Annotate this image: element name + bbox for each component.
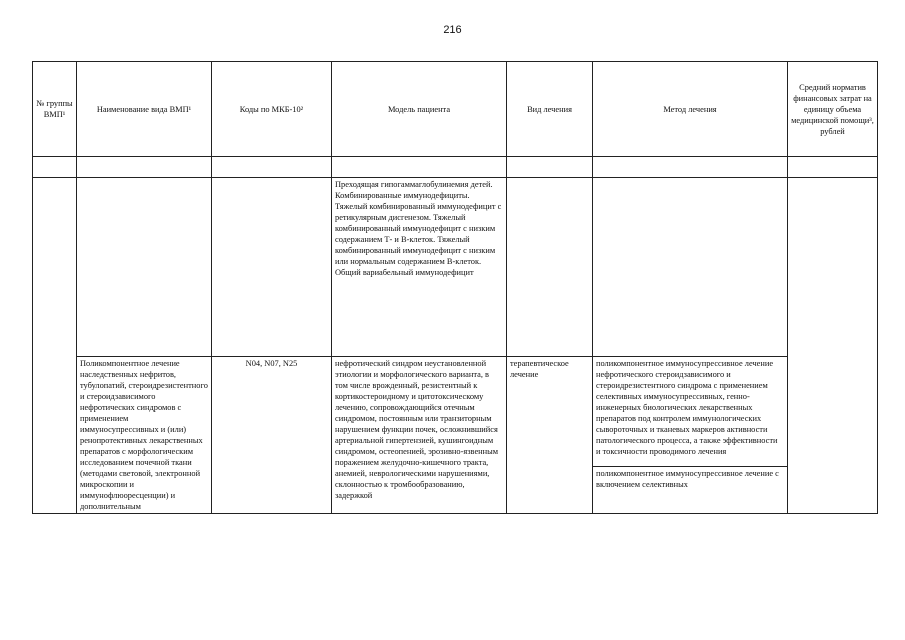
spacer-cell — [212, 157, 332, 178]
header-treatment-type: Вид лечения — [507, 62, 593, 157]
patient-model-cell: Преходящая гипогаммаглобулинемия детей. Комбинированные иммунодефициты. Тяжелый комбинированный иммунодефицит с ретикулярным дисгенезом. Тяжелый комбинированный иммунодефицит с низким содержанием Т- и В-клеток. Тяжелый комбинированный иммунодефицит с низким или нормальным содержанием В-клеток. Общий вариабельный иммунодефицит — [332, 178, 507, 357]
table-header-row — [33, 62, 878, 157]
spacer-cell — [788, 157, 878, 178]
header-vmp-name: Наименование вида ВМП¹ — [77, 62, 212, 157]
spacer-cell — [77, 157, 212, 178]
table-row — [33, 178, 878, 357]
method-cell: поликомпонентное иммуносупрессивное лечение нефротического стероидзависимого и стероидрезистентного синдрома с применением селективных иммуносупрессивных, генно-инженерных биологических лекарственных препаратов под контролем иммунологических сывороточных и тканевых маркеров активности патологического процесса, а также эффективности и токсичности проводимого лечения — [593, 357, 788, 467]
vmp-name-cell — [77, 178, 212, 357]
header-average-cost: Средний норматив финансовых затрат на единицу объема медицинской помощи³, рублей — [788, 62, 878, 157]
vmp-name-cell: Поликомпонентное лечение наследственных нефритов, тубулопатий, стероидрезистентного и стероидзависимого нефротических синдромов с применением иммуносупрессивных и (или) ренопротективных лекарственных препаратов с морфологическим исследованием почечной ткани (методами световой, электронной микроскопии и иммунофлюоресценции) и дополнительным — [77, 357, 212, 514]
spacer-cell — [507, 157, 593, 178]
header-treatment-method: Метод лечения — [593, 62, 788, 157]
spacer-row — [33, 157, 878, 178]
header-patient-model: Модель пациента — [332, 62, 507, 157]
spacer-cell — [593, 157, 788, 178]
cost-cell — [788, 178, 878, 514]
group-number-cell — [33, 178, 77, 514]
codes-cell: N04, N07, N25 — [212, 357, 332, 514]
vmp-table — [32, 61, 878, 514]
spacer-cell — [332, 157, 507, 178]
header-group-number: № группы ВМП¹ — [33, 62, 77, 157]
treatment-type-cell — [507, 178, 593, 357]
header-icd-codes: Коды по МКБ-10² — [212, 62, 332, 157]
page-number: 216 — [443, 24, 462, 36]
method-cell: поликомпонентное иммуносупрессивное лечение с включением селективных — [593, 467, 788, 514]
patient-model-cell: нефротический синдром неустановленной этиологии и морфологического варианта, в том числе врожденный, резистентный к кортикостероидному и цитотоксическому лечению, сопровождающийся отечным синдромом, постоянным или транзиторным нарушением функции почек, осложнившийся артериальной гипертензией, кушингоидным синдромом, остеопенией, эрозивно-язвенным поражением желудочно-кишечного тракта, анемией, неврологическими нарушениями, склонностью к тромбообразованию, задержкой — [332, 357, 507, 514]
codes-cell — [212, 178, 332, 357]
treatment-type-cell: терапевтическое лечение — [507, 357, 593, 514]
spacer-cell — [33, 157, 77, 178]
method-cell — [593, 178, 788, 357]
table-row — [33, 357, 878, 467]
